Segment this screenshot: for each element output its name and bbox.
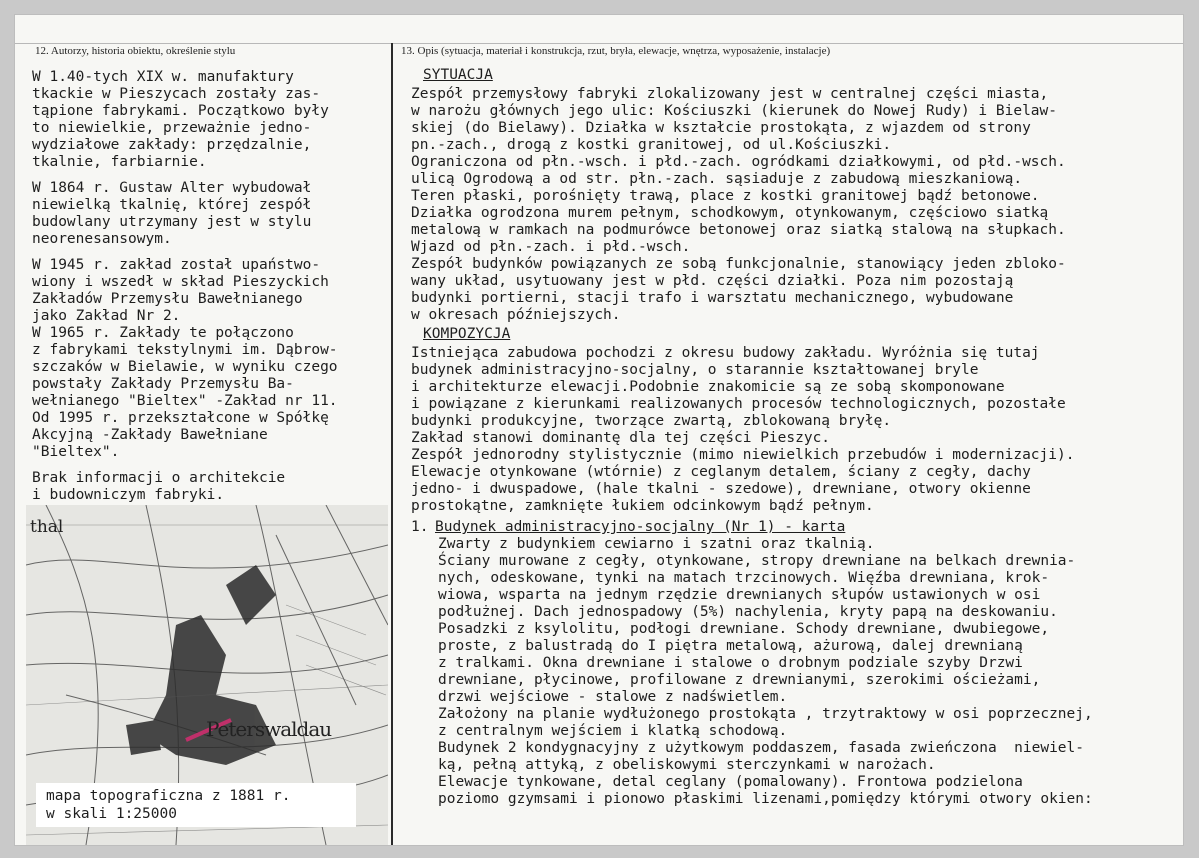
building-line: Elewacje tynkowane, detal ceglany (pomalowany). Frontowa podzielona	[438, 774, 1023, 790]
map-caption-line-2: w skali 1:25000	[46, 806, 177, 822]
situation-line: w narożu głównych jego ulic: Kościuszki (kierunek do Nowej Rudy) i Bielaw-	[411, 103, 1058, 119]
building-heading	[411, 519, 1181, 536]
history-line: W 1945 r. zakład został upaństwo-	[32, 257, 321, 273]
building-line: wiowa, wsparta na jednym rzędzie drewnianych słupów ustawionych w osi	[438, 587, 1041, 603]
map-caption	[36, 783, 356, 827]
building-line: Budynek 2 kondygnacyjny z użytkowym poddaszem, fasada zwieńczona niewiel-	[438, 740, 1085, 756]
history-paragraph	[32, 470, 384, 504]
column-divider	[391, 43, 393, 845]
history-line: jako Zakład Nr 2.	[32, 308, 181, 324]
history-line: wełnianego "Bieltex" -Zakład nr 11.	[32, 393, 338, 409]
situation-line: budynki portierni, stacji trafo i warsztatu mechanicznego, wybudowane	[411, 290, 1014, 306]
history-paragraph	[32, 257, 384, 461]
building-line: ką, pełną attyką, z obeliskowymi sterczynkami w narożach.	[438, 757, 936, 773]
building-line: proste, z balustradą do I piętra metalową, ażurową, dalej drewnianą	[438, 638, 1023, 654]
history-line: wydziałowe zakłady: przędzalnie,	[32, 137, 312, 153]
composition-line: Elewacje otynkowane (wtórnie) z ceglanym detalem, ściany z cegły, dachy	[411, 464, 1031, 480]
history-line: tkackie w Pieszycach zostały zas-	[32, 86, 321, 102]
history-line: wiony i wszedł w skład Pieszyckich	[32, 274, 329, 290]
situation-line: skiej (do Bielawy). Działka w kształcie prostokąta, z wjazdem od strony	[411, 120, 1031, 136]
history-line: neorenesansowym.	[32, 231, 172, 247]
history-line: szczaków w Bielawie, w wyniku czego	[32, 359, 338, 375]
composition-heading: KOMPOZYCJA	[423, 326, 511, 342]
map-town-label: Peterswaldau	[206, 717, 332, 741]
history-line: i budowniczym fabryki.	[32, 487, 225, 503]
situation-line: metalową w ramkach na podmurówce betonowej oraz siatką stalową na słupkach.	[411, 222, 1066, 238]
composition-line: budynki produkcyjne, tworzące zwartą, zblokowaną bryłę.	[411, 413, 892, 429]
situation-line: ulicą Ogrodową a od str. płn.-zach. sąsiaduje z zabudową mieszkaniową.	[411, 171, 1023, 187]
composition-line: Istniejąca zabudowa pochodzi z okresu budowy zakładu. Wyróżnia się tutaj	[411, 345, 1040, 361]
history-line: powstały Zakłady Przemysłu Ba-	[32, 376, 294, 392]
composition-line: Zespół jednorodny stylistycznie (mimo niewielkich przebudów i modernizacji).	[411, 447, 1075, 463]
composition-line: Zakład stanowi dominantę dla tej części Pieszyc.	[411, 430, 831, 446]
right-column-header: 13. Opis (sytuacja, materiał i konstrukcja, rzut, bryła, elewacje, wnętrza, wyposażenie, instalacje)	[401, 45, 831, 57]
building-line: Założony na planie wydłużonego prostokąta , trzytraktowy w osi poprzecznej,	[438, 706, 1093, 722]
history-paragraph	[32, 180, 384, 248]
building-line: poziomo gzymsami i pionowo płaskimi lizenami,pomiędzy którymi otwory okien:	[438, 791, 1093, 807]
history-paragraph	[32, 69, 384, 171]
history-line: "Bieltex".	[32, 444, 120, 460]
situation-line: Działka ogrodzona murem pełnym, schodkowym, otynkowanym, częściowo siatką	[411, 205, 1049, 221]
situation-line: pn.-zach., drogą z kostki granitowej, od ul.Kościuszki.	[411, 137, 892, 153]
map-caption-line-1: mapa topograficzna z 1881 r.	[46, 788, 291, 804]
situation-line: Teren płaski, porośnięty trawą, place z kostki granitowej bądź betonowe.	[411, 188, 1040, 204]
situation-line: Zespół przemysłowy fabryki zlokalizowany jest w centralnej części miasta,	[411, 86, 1049, 102]
document-sheet	[14, 14, 1184, 846]
building-line: podłużnej. Dach jednospadowy (5%) nachylenia, kryty papą na deskowaniu.	[438, 604, 1058, 620]
building-line: z centralnym wejściem i klatką schodową.	[438, 723, 788, 739]
composition-line: prostokątne, zamknięte łukiem odcinkowym bądź pełnym.	[411, 498, 874, 514]
building-line: nych, odeskowane, tynki na matach trzcinowych. Więźba drewniana, krok-	[438, 570, 1050, 586]
composition-line: budynek administracyjno-socjalny, o starannie kształtowanej bryle	[411, 362, 979, 378]
history-line: tąpione fabrykami. Początkowo były	[32, 103, 329, 119]
history-column	[32, 69, 384, 513]
composition-line: jedno- i dwuspadowe, (hale tkalni - szedowe), drewniane, otwory okienne	[411, 481, 1031, 497]
situation-line: Ograniczona od płn.-wsch. i płd.-zach. ogródkami działkowymi, od płd.-wsch.	[411, 154, 1066, 170]
history-line: to niewielkie, przeważnie jedno-	[32, 120, 312, 136]
building-line: Zwarty z budynkiem cewiarno i szatni oraz tkalnią.	[438, 536, 875, 552]
situation-line: w okresach późniejszych.	[411, 307, 621, 323]
topographic-map	[26, 505, 388, 845]
situation-heading: SYTUACJA	[423, 67, 493, 83]
building-text	[411, 536, 1181, 808]
history-line: budowlany utrzymany jest w stylu	[32, 214, 312, 230]
building-line: Ściany murowane z cegły, otynkowane, stropy drewniane na belkach drewnia-	[438, 553, 1076, 569]
building-line: z tralkami. Okna drewniane i stalowe o drobnym podziale szyby Drzwi	[438, 655, 1023, 671]
history-line: tkalnie, farbiarnie.	[32, 154, 207, 170]
building-number: 1.	[411, 519, 429, 535]
history-line: W 1965 r. Zakłady te połączono	[32, 325, 294, 341]
history-line: W 1864 r. Gustaw Alter wybudował	[32, 180, 312, 196]
building-title: Budynek administracyjno-socjalny (Nr 1) - karta	[435, 519, 846, 535]
situation-line: Zespół budynków powiązanych ze sobą funkcjonalnie, stanowiący jeden zbloko-	[411, 256, 1066, 272]
description-column	[411, 65, 1181, 808]
header-rule	[15, 43, 1183, 44]
map-corner-text: thal	[30, 517, 64, 537]
building-line: drewniane, płycinowe, profilowane z drewnianymi, szerokimi ościeżami,	[438, 672, 1041, 688]
history-line: Akcyjną -Zakłady Bawełniane	[32, 427, 268, 443]
history-line: z fabrykami tekstylnymi im. Dąbrow-	[32, 342, 338, 358]
composition-text	[411, 345, 1181, 515]
situation-line: wany układ, usytuowany jest w płd. części działki. Poza nim pozostają	[411, 273, 1014, 289]
history-line: Zakładów Przemysłu Bawełnianego	[32, 291, 303, 307]
history-line: niewielką tkalnię, której zespół	[32, 197, 312, 213]
situation-text	[411, 86, 1181, 324]
situation-line: Wjazd od płn.-zach. i płd.-wsch.	[411, 239, 691, 255]
history-line: Brak informacji o architekcie	[32, 470, 286, 486]
building-line: Posadzki z ksylolitu, podłogi drewniane. Schody drewniane, dwubiegowe,	[438, 621, 1050, 637]
left-column-header: 12. Autorzy, historia obiektu, określenie stylu	[35, 45, 236, 57]
composition-line: i architekturze elewacji.Podobnie znakomicie są ze sobą skomponowane	[411, 379, 1005, 395]
composition-line: i powiązane z kierunkami realizowanych procesów technologicznych, pozostałe	[411, 396, 1066, 412]
building-line: drzwi wejściowe - stalowe z nadświetlem.	[438, 689, 788, 705]
history-line: Od 1995 r. przekształcone w Spółkę	[32, 410, 329, 426]
history-line: W 1.40-tych XIX w. manufaktury	[32, 69, 294, 85]
